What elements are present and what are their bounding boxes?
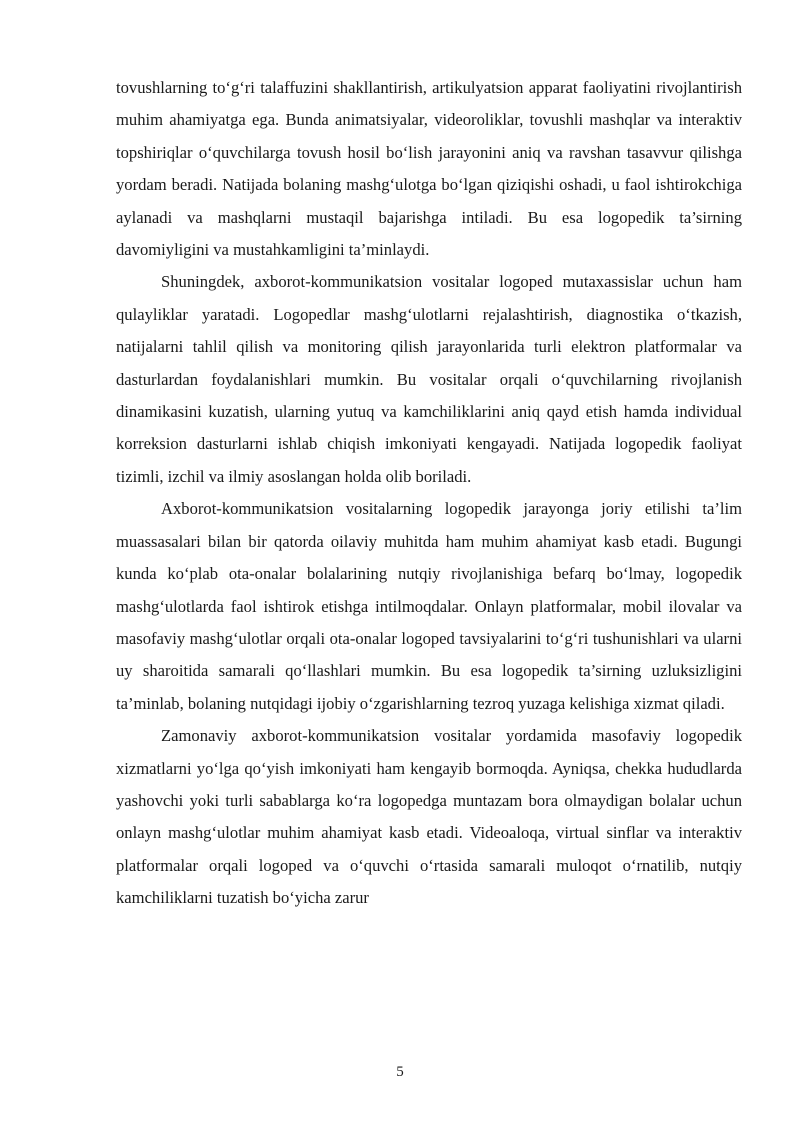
paragraph: Shuningdek, axborot-kommunikatsion vositalar logoped mutaxassislar uchun ham qulayliklar yaratadi. Logopedlar mashg‘ulotlarni rejalashtirish, diagnostika o‘tkazish, natijalarni tahlil qilish va monitoring qilish jarayonlarida turli elektron platformalar va dasturlardan foydalanishlari mumkin. Bu vositalar orqali o‘quvchilarning rivojlanish dinamikasini kuzatish, ularning yutuq va kamchiliklarini aniq qayd etish hamda individual korreksion dasturlarni ishlab chiqish imkoniyati kengayadi. Natijada logopedik faoliyat tizimli, izchil va ilmiy asoslangan holda olib boriladi.	[116, 272, 742, 486]
paragraph: tovushlarning to‘g‘ri talaffuzini shakllantirish, artikulyatsion apparat faoliyatini rivojlantirish muhim ahamiyatga ega. Bunda animatsiyalar, videoroliklar, tovushli mashqlar va interaktiv topshiriqlar o‘quvchilarga tovush hosil bo‘lish jarayonini aniq va ravshan tasavvur qilishga yordam beradi. Natijada bolaning mashg‘ulotga bo‘lgan qiziqishi oshadi, u faol ishtirokchiga aylanadi va mashqlarni mustaqil bajarishga intiladi. Bu esa logopedik ta’sirning davomiyligini va mustahkamligini ta’minlaydi.	[116, 78, 742, 260]
body-text	[116, 72, 742, 915]
paragraph: Zamonaviy axborot-kommunikatsion vositalar yordamida masofaviy logopedik xizmatlarni yo‘lga qo‘yish imkoniyati ham kengayib bormoqda. Ayniqsa, chekka hududlarda yashovchi yoki turli sabablarga ko‘ra logopedga muntazam bora olmaydigan bolalar uchun onlayn mashg‘ulotlar muhim ahamiyat kasb etadi. Videoaloqa, virtual sinflar va interaktiv platformalar orqali logoped va o‘quvchi o‘rtasida samarali muloqot o‘rnatilib, nutqiy kamchiliklarni tuzatish bo‘yicha zarur	[116, 726, 742, 908]
page-number: 5	[396, 1064, 404, 1080]
paragraph: Axborot-kommunikatsion vositalarning logopedik jarayonga joriy etilishi ta’lim muassasalari bilan bir qatorda oilaviy muhitda ham muhim ahamiyat kasb etadi. Bugungi kunda ko‘plab ota-onalar bolalarining nutqiy rivojlanishiga befarq bo‘lmay, logopedik mashg‘ulotlarda faol ishtirok etishga intilmoqdalar. Onlayn platformalar, mobil ilovalar va masofaviy mashg‘ulotlar orqali ota-onalar logoped tavsiyalarini to‘g‘ri tushunishlari va ularni uy sharoitida samarali qo‘llashlari mumkin. Bu esa logopedik ta’sirning uzluksizligini ta’minlab, bolaning nutqidagi ijobiy o‘zgarishlarning tezroq yuzaga kelishiga xizmat qiladi.	[116, 499, 742, 713]
